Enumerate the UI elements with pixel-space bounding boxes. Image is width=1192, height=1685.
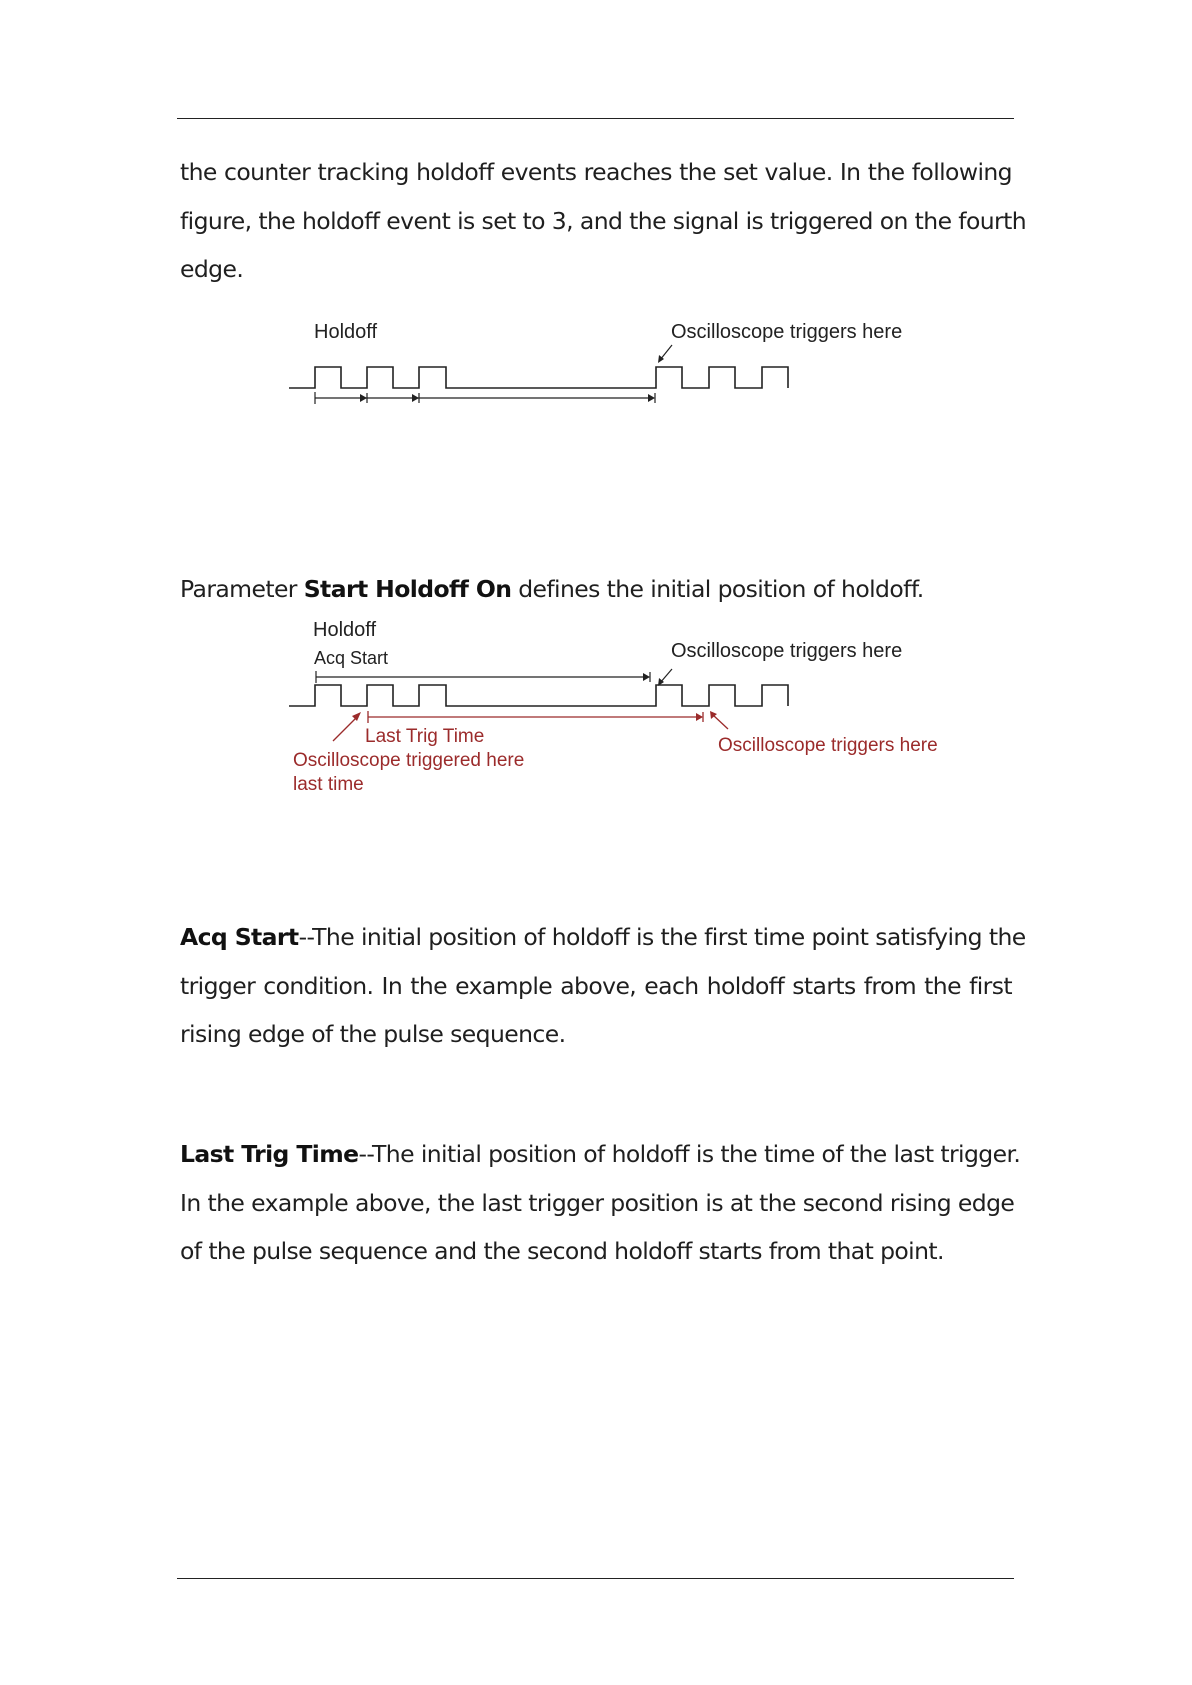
last-trig-line-2: In the example above, the last trigger position is at the second rising edge bbox=[180, 1188, 1015, 1217]
fig1-trigger-pointer bbox=[660, 345, 672, 360]
fig2-last-trigger-arrowhead bbox=[352, 712, 361, 721]
fig2-trigger-pointer bbox=[660, 669, 672, 683]
para2-prefix: Parameter bbox=[180, 575, 304, 603]
intro-paragraph bbox=[180, 148, 1027, 294]
acq-start-line-1-rest: --The initial position of holdoff is the first time point satisfying the bbox=[298, 923, 1026, 951]
acq-start-paragraph bbox=[180, 913, 1026, 1059]
fig2-acq-start-label: Acq Start bbox=[314, 648, 389, 668]
last-trig-time-paragraph bbox=[180, 1130, 1021, 1276]
para2-suffix: defines the initial position of holdoff. bbox=[511, 575, 924, 603]
fig2-last-trigger-pointer bbox=[333, 716, 358, 741]
fig1-arrowhead-1 bbox=[360, 394, 367, 402]
fig2-last-trig-label: Last Trig Time bbox=[365, 726, 485, 747]
start-holdoff-paragraph bbox=[180, 565, 1012, 614]
fig2-next-trigger-arrowhead bbox=[710, 711, 717, 719]
fig1-trigger-arrowhead bbox=[658, 355, 664, 363]
fig2-acq-arrowhead bbox=[643, 673, 650, 681]
fig1-pulse-waveform bbox=[289, 367, 788, 388]
fig1-trigger-label: Oscilloscope triggers here bbox=[671, 321, 903, 343]
fig2-pulse-waveform bbox=[289, 685, 788, 706]
intro-line-1: the counter tracking holdoff events reaches the set value. In the following bbox=[180, 158, 1012, 186]
intro-line-2: figure, the holdoff event is set to 3, and the signal is triggered on the fourth bbox=[180, 206, 1027, 235]
fig1-arrowhead-2 bbox=[412, 394, 419, 402]
fig2-trigger-label: Oscilloscope triggers here bbox=[671, 640, 903, 662]
fig2-triggered-last-line-2: last time bbox=[293, 774, 364, 795]
fig2-triggered-last-line-1: Oscilloscope triggered here bbox=[293, 750, 525, 771]
fig2-next-trigger-pointer bbox=[713, 715, 728, 729]
start-holdoff-on-term: Start Holdoff On bbox=[303, 575, 512, 603]
footer-rule bbox=[177, 1578, 1014, 1579]
last-trig-time-term: Last Trig Time bbox=[180, 1140, 359, 1168]
fig1-holdoff-label: Holdoff bbox=[314, 321, 378, 343]
fig2-holdoff-label: Holdoff bbox=[313, 619, 377, 641]
fig2-trigger-label-red: Oscilloscope triggers here bbox=[718, 735, 938, 756]
acq-start-line-3: rising edge of the pulse sequence. bbox=[180, 1020, 566, 1048]
header-rule bbox=[177, 118, 1014, 119]
acq-start-term: Acq Start bbox=[180, 923, 299, 951]
fig2-last-trig-arrowhead bbox=[696, 713, 703, 721]
last-trig-line-3: of the pulse sequence and the second holdoff starts from that point. bbox=[180, 1237, 944, 1265]
acq-start-line-2: trigger condition. In the example above, each holdoff starts from the first bbox=[180, 971, 1012, 1000]
last-trig-line-1-rest: --The initial position of holdoff is the time of the last trigger. bbox=[358, 1140, 1021, 1168]
fig2-trigger-arrowhead bbox=[658, 678, 664, 686]
intro-line-3: edge. bbox=[180, 255, 244, 283]
fig1-arrowhead-3 bbox=[648, 394, 655, 402]
